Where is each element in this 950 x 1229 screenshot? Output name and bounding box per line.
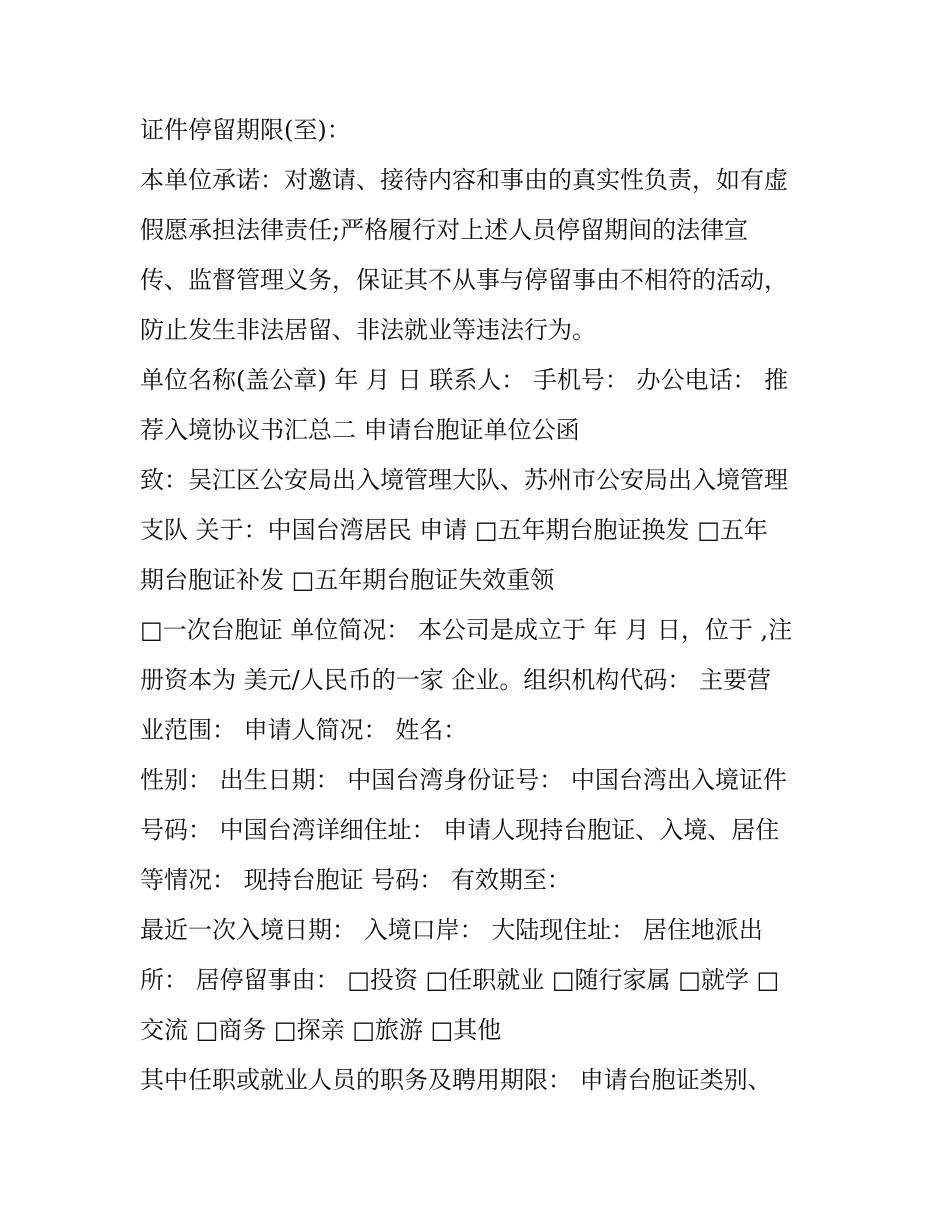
text-line: 等情况： 现持台胞证 号码： 有效期至： — [140, 866, 571, 894]
text-line: 所： 居停留事由： □投资 □任职就业 □随行家属 □就学 □ — [140, 966, 780, 994]
text-line: 传、监督管理义务，保证其不从事与停留事由不相符的活动， — [140, 266, 788, 294]
text-line: 性别： 出生日期： 中国台湾身份证号： 中国台湾出入境证件 — [140, 766, 787, 794]
text-line: 证件停留期限(至)： — [140, 116, 351, 144]
text-line: 最近一次入境日期： 入境口岸： 大陆现住址： 居住地派出 — [140, 916, 763, 944]
text-line: 号码： 中国台湾详细住址： 申请人现持台胞证、入境、居住 — [140, 816, 780, 844]
text-line: 业范围： 申请人简况： 姓名： — [140, 716, 468, 744]
text-line: 其中任职或就业人员的职务及聘用期限： 申请台胞证类别、 — [140, 1066, 772, 1094]
text-line: 防止发生非法居留、非法就业等违法行为。 — [140, 316, 596, 344]
text-line: 本单位承诺：对邀请、接待内容和事由的真实性负责，如有虚 — [140, 166, 788, 194]
text-line: 支队 关于：中国台湾居民 申请 □五年期台胞证换发 □五年 — [140, 516, 768, 544]
text-line: 假愿承担法律责任;严格履行对上述人员停留期间的法律宣 — [140, 216, 749, 244]
text-line: 册资本为 美元/人民币的一家 企业。组织机构代码： 主要营 — [140, 666, 771, 694]
text-line: □一次台胞证 单位简况： 本公司是成立于 年 月 日，位于 ,注 — [140, 616, 793, 644]
text-line: 致：吴江区公安局出入境管理大队、苏州市公安局出入境管理 — [140, 466, 788, 494]
text-line: 交流 □商务 □探亲 □旅游 □其他 — [140, 1016, 502, 1044]
text-line: 荐入境协议书汇总二 申请台胞证单位公函 — [140, 416, 580, 444]
text-line: 期台胞证补发 □五年期台胞证失效重领 — [140, 566, 555, 594]
text-line: 单位名称(盖公章) 年 月 日 联系人： 手机号： 办公电话： 推 — [140, 366, 789, 394]
